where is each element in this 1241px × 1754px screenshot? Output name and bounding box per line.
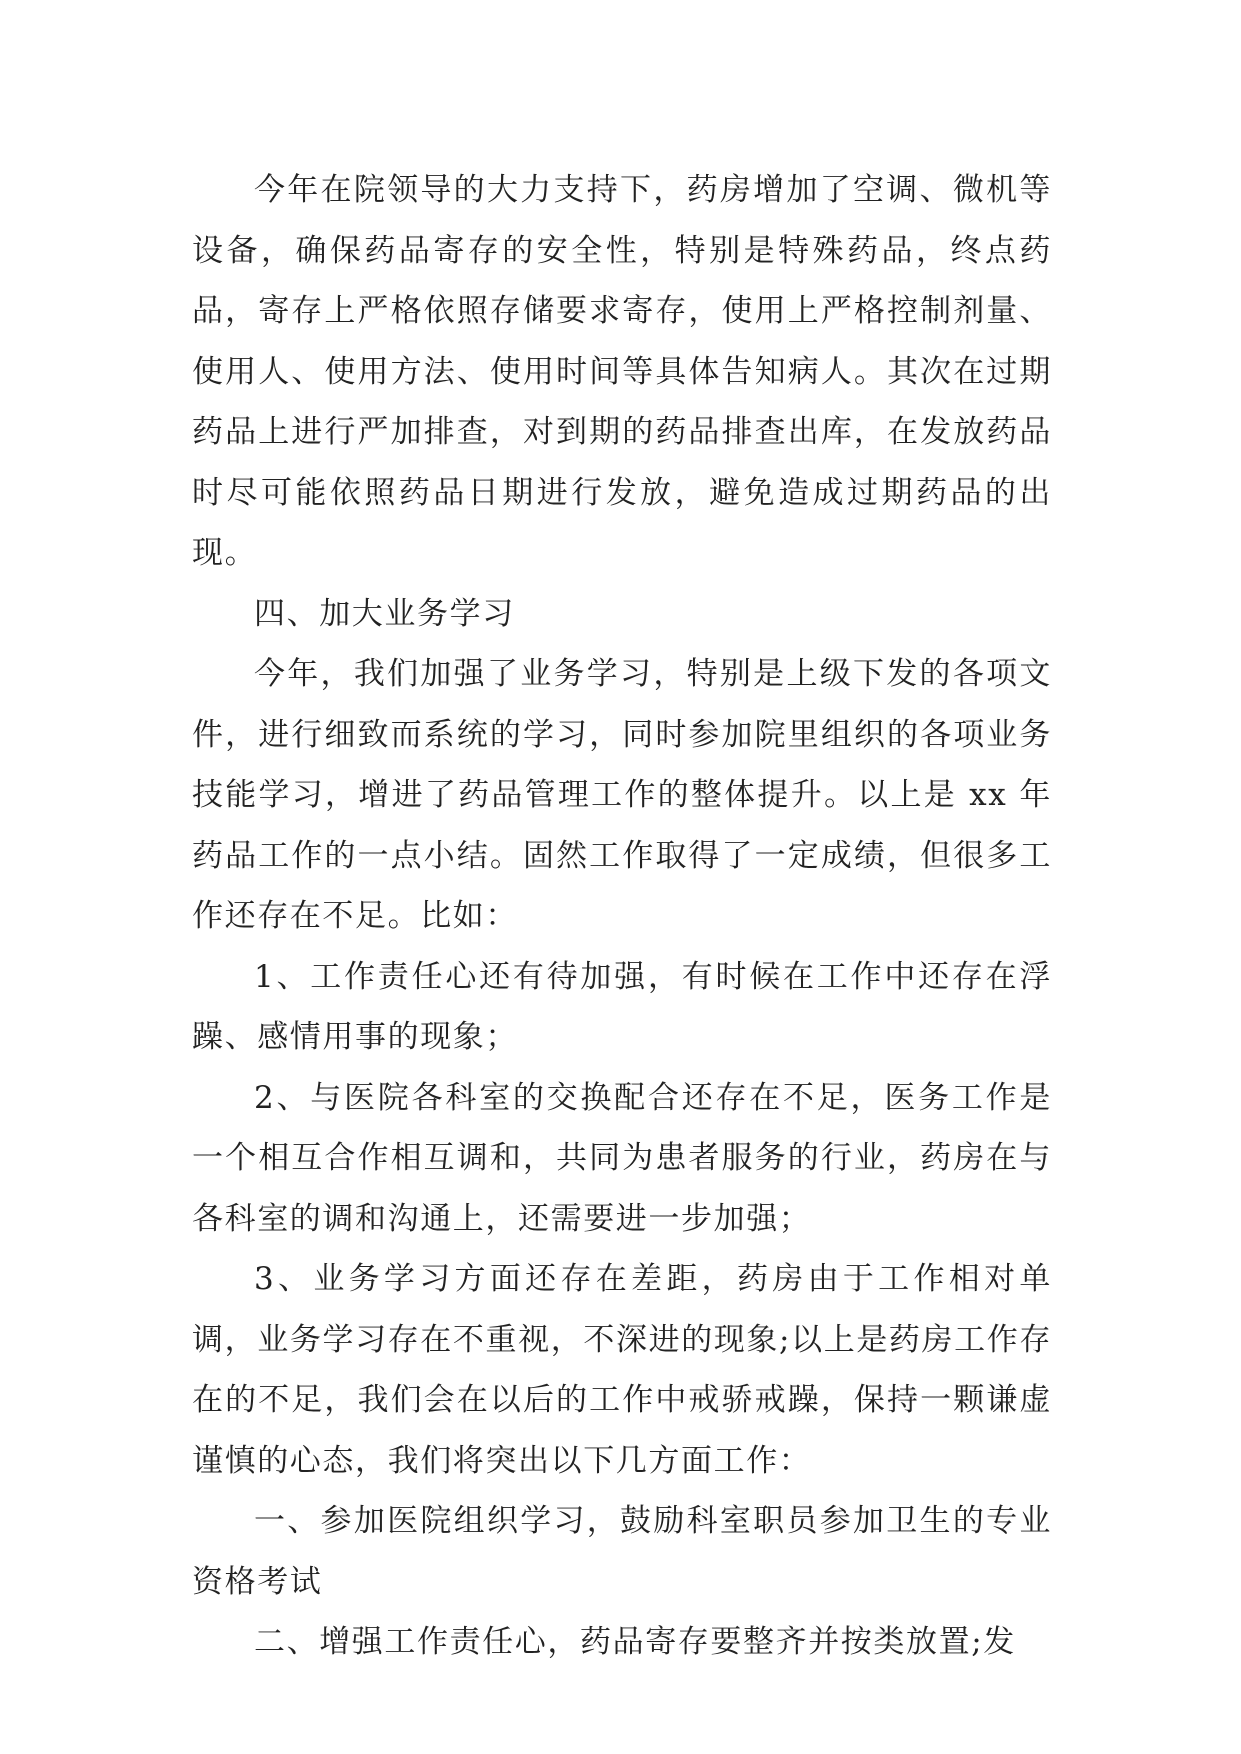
paragraph-equipment-and-storage: 今年在院领导的大力支持下，药房增加了空调、微机等设备，确保药品寄存的安全性，特别是特殊药品，终点药品，寄存上严格依照存储要求寄存，使用上严格控制剂量、使用人、使用方法、使用时间等具体告知病人。其次在过期药品上进行严加排查，对到期的药品排查出库，在发放药品时尽可能依照药品日期进行发放，避免造成过期药品的出现。 (192, 172, 1052, 571)
plan-item-training-exams: 一、参加医院组织学习，鼓励科室职员参加卫生的专业资格考试 (192, 1503, 1052, 1600)
plan-item-responsibility-storage: 二、增强工作责任心，药品寄存要整齐并按类放置;发 (254, 1624, 1016, 1660)
list-item-study-gap: 3、业务学习方面还存在差距，药房由于工作相对单调，业务学习存在不重视，不深进的现象;以上是药房工作存在的不足，我们会在以后的工作中戒骄戒躁，保持一颗谦虚谨慎的心态，我们将突出以下几方面工作： (192, 1261, 1052, 1479)
list-item-coordination: 2、与医院各科室的交换配合还存在不足，医务工作是一个相互合作相互调和，共同为患者服务的行业，药房在与各科室的调和沟通上，还需要进一步加强； (192, 1079, 1052, 1237)
section-heading-business-study: 四、加大业务学习 (254, 595, 515, 632)
list-item-responsibility: 1、工作责任心还有待加强，有时候在工作中还存在浮躁、感情用事的现象； (192, 958, 1052, 1055)
document-body (192, 160, 1052, 1673)
paragraph-business-study: 今年，我们加强了业务学习，特别是上级下发的各项文件，进行细致而系统的学习，同时参加院里组织的各项业务技能学习，增进了药品管理工作的整体提升。以上是 xx 年药品工作的一点小结。固然工作取得了一定成绩，但很多工作还存在不足。比如： (192, 656, 1052, 934)
